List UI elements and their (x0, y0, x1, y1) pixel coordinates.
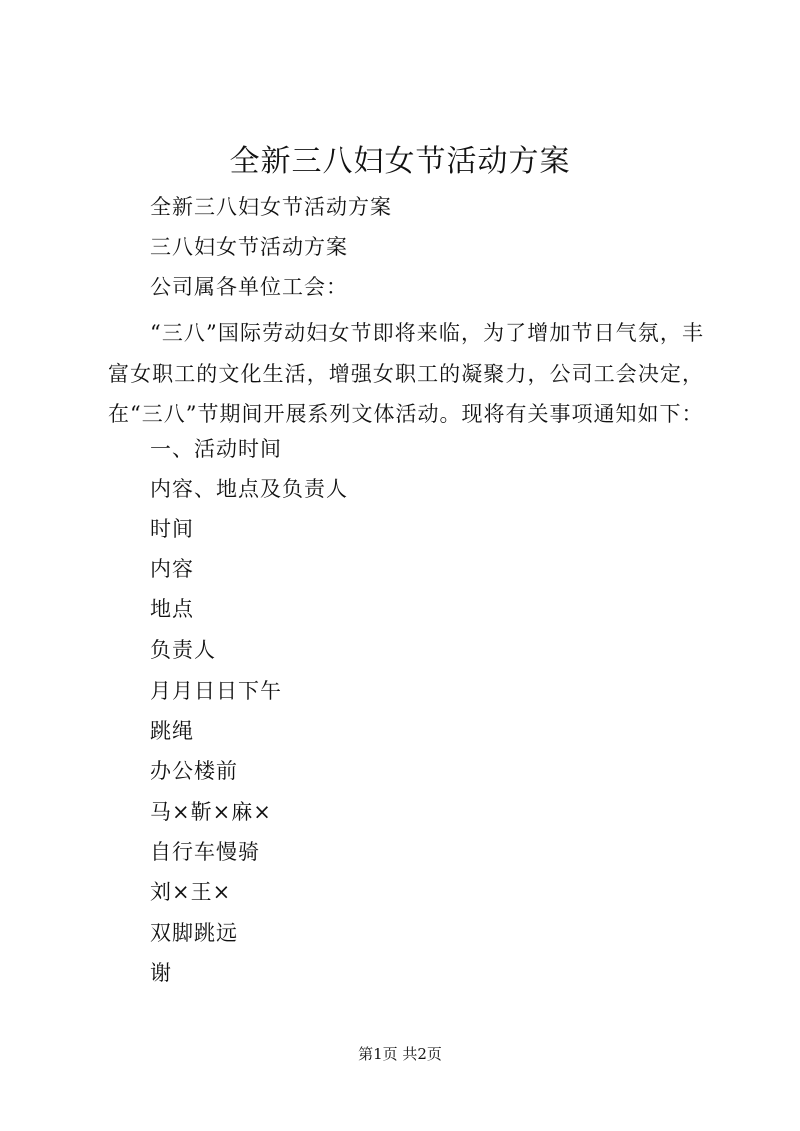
text-line: 全新三八妇女节活动方案 (150, 195, 392, 219)
table-cell: 自行车慢骑 (150, 840, 260, 864)
table-cell: 月月日日下午 (150, 679, 282, 703)
table-cell: 双脚跳远 (150, 921, 238, 945)
page-footer: 第1页 共2页 (358, 1045, 442, 1063)
table-header-owner: 负责人 (150, 638, 216, 662)
document-title: 全新三八妇女节活动方案 (229, 144, 571, 179)
table-cell: 办公楼前 (150, 759, 238, 783)
text-line: 公司属各单位工会： (150, 275, 348, 299)
text-line: 内容、地点及负责人 (150, 477, 348, 501)
table-cell: 跳绳 (150, 719, 194, 743)
table-header-time: 时间 (150, 517, 194, 541)
table-cell: 刘×王× (150, 880, 232, 904)
body-paragraph: “三八”国际劳动妇女节即将来临，为了增加节日气氛，丰富女职工的文化生活，增强女职工的凝聚力，公司工会决定，在“三八”节期间开展系列文体活动。现将有关事项通知如下： (108, 321, 704, 426)
table-cell: 谢 (150, 961, 172, 985)
section-heading: 一、活动时间 (150, 437, 282, 461)
table-header-location: 地点 (150, 597, 194, 621)
table-header-content: 内容 (150, 557, 194, 581)
table-cell: 马×靳×麻× (150, 800, 272, 824)
text-line: 三八妇女节活动方案 (150, 235, 348, 259)
